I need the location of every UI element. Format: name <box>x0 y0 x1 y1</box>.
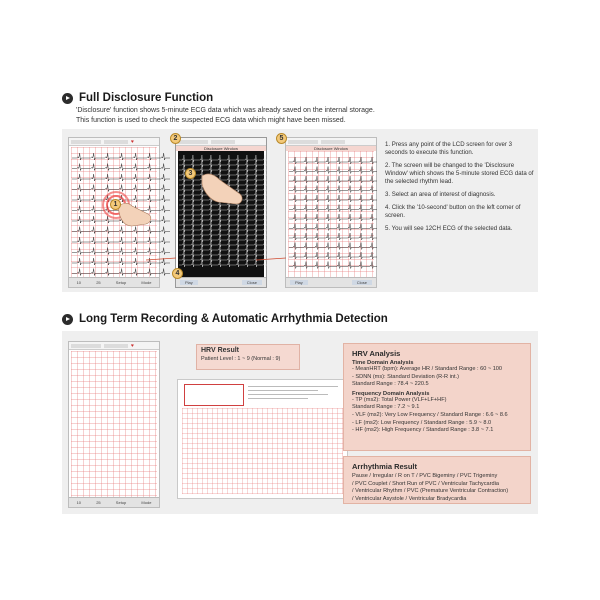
hrv-result-value: Patient Level : 1 ~ 9 (Normal : 9) <box>201 356 281 362</box>
close-button[interactable]: Close <box>352 280 372 285</box>
play-button[interactable]: Play <box>290 280 308 285</box>
callout-4: 4 <box>172 268 183 279</box>
disclosure-window-title: Disclosure Window <box>286 146 376 151</box>
report-ecg-grid <box>182 408 343 494</box>
ecg-trace-line <box>72 237 170 244</box>
ecg-trace-line <box>289 167 377 174</box>
section1-title: Full Disclosure Function <box>79 92 214 104</box>
ecg-trace-line <box>289 157 377 164</box>
toolbar-btn-mode[interactable]: Mode <box>141 500 152 505</box>
ecg-screen-longterm[interactable] <box>68 341 160 508</box>
hrv-result-box <box>196 344 300 370</box>
arrhythmia-title: Arrhythmia Result <box>352 462 418 471</box>
ecg-trace-line <box>179 225 269 232</box>
freq-domain-title: Frequency Domain Analysis <box>352 390 430 397</box>
freq-line-4: - LF (ms2): Low Frequency / Standard Range : 5.9 ~ 8.0 <box>352 419 492 426</box>
hand-pointer-icon <box>202 174 242 204</box>
step-3: 3. Select an area of interest of diagnosis. <box>385 191 496 198</box>
time-line-2: - SDNN (ms): Standard Deviation (R-R int.) <box>352 373 459 380</box>
toolbar-btn-25[interactable]: 25 <box>96 500 101 505</box>
ecg-trace-line <box>289 205 377 212</box>
ecg-trace-line <box>72 269 170 276</box>
disclosure-window-title: Disclosure Window <box>176 146 266 151</box>
ecg-trace-line <box>179 240 269 247</box>
step-2: 2. The screen will be changed to the 'Disclosure Window' which shows the 5-minute stored ECG data of the selected rhythm lead. <box>385 162 534 185</box>
hand-pointer-icon <box>118 203 151 226</box>
freq-line-3: - VLF (ms2): Very Low Frequency / Standard Range : 6.6 ~ 8.6 <box>352 411 508 418</box>
time-line-3: Standard Range : 78.4 ~ 220.5 <box>352 381 429 388</box>
arrhythmia-line-2: / PVC Couplet / Short Run of PVC / Ventricular Tachycardia <box>352 480 499 487</box>
time-domain-title: Time Domain Analysis <box>352 360 414 366</box>
ecg-trace-line <box>72 153 170 160</box>
steps-list <box>385 141 535 238</box>
toolbar-btn-setup[interactable]: Setup <box>115 280 127 285</box>
ecg-trace-line <box>289 214 377 221</box>
ecg-trace-line <box>179 245 269 252</box>
ecg-trace-line <box>179 155 269 162</box>
ecg-trace-line <box>179 220 269 227</box>
toolbar-btn-setup[interactable]: Setup <box>115 500 127 505</box>
ecg-trace-line <box>72 248 170 255</box>
ecg-trace-line <box>179 255 269 262</box>
arrhythmia-result-box <box>343 456 531 504</box>
arrhythmia-line-4: / Ventricular Asystole / Ventricular Bradycardia <box>352 495 467 502</box>
ecg-trace-line <box>289 224 377 231</box>
ecg-trace-line <box>289 262 377 269</box>
ecg-trace-line <box>72 185 170 192</box>
heart-icon: ♥ <box>131 342 134 349</box>
arrhythmia-line-3: / Ventricular Rhythm / PVC (Premature Ventricular Contraction) <box>352 488 509 495</box>
ecg-trace-line <box>179 210 269 217</box>
freq-line-5: - HF (ms2): High Frequency / Standard Range : 3.8 ~ 7.1 <box>352 427 494 434</box>
ecg-trace-line <box>289 252 377 259</box>
toolbar-btn-10[interactable]: 10 <box>76 280 82 285</box>
ecg-trace-line <box>289 243 377 250</box>
ecg-trace-line <box>179 205 269 212</box>
callout-5: 5 <box>276 133 287 144</box>
ecg-trace-line <box>72 174 170 181</box>
play-button[interactable]: Play <box>180 280 198 285</box>
section2-heading <box>62 313 388 325</box>
hrv-result-title: HRV Result <box>201 347 239 354</box>
bottom-toolbar <box>69 497 159 507</box>
ecg-trace-line <box>72 227 170 234</box>
ecg-trace-line <box>289 233 377 240</box>
freq-line-1: - TP (ms2): Total Power (VLF+LF+HF) <box>352 396 447 403</box>
callout-2: 2 <box>170 133 181 144</box>
toolbar-btn-25[interactable]: 25 <box>96 280 101 285</box>
section1-desc-line2: This function is used to check the suspected ECG data which might have been missed. <box>76 117 346 124</box>
play-bullet-icon <box>62 314 73 325</box>
close-button[interactable]: Close <box>242 280 262 285</box>
ecg-trace-line <box>289 186 377 193</box>
toolbar-btn-10[interactable]: 10 <box>76 500 82 505</box>
ecg-grid[interactable] <box>71 351 157 497</box>
heart-icon: ♥ <box>131 138 134 145</box>
section1-desc-line1: 'Disclosure' function shows 5-minute ECG data which was already saved on the internal storage. <box>76 107 375 114</box>
step-1: 1. Press any point of the LCD screen for over 3 seconds to execute this function. <box>385 141 513 156</box>
status-bar <box>69 342 159 350</box>
ecg-trace-line <box>179 230 269 237</box>
ecg-trace-line <box>179 250 269 257</box>
callout-3: 3 <box>185 168 196 179</box>
callout-1: 1 <box>110 199 121 210</box>
step-4: 4. Click the '10-second' button on the left corner of screen. <box>385 204 521 219</box>
printed-report <box>177 379 348 499</box>
hrv-analysis-title: HRV Analysis <box>352 349 401 358</box>
report-header <box>184 384 244 406</box>
ecg-trace-line <box>179 215 269 222</box>
freq-line-2: Standard Range : 7.2 ~ 9.1 <box>352 404 420 411</box>
ecg-trace-line <box>179 260 269 267</box>
ecg-trace-line <box>289 176 377 183</box>
ecg-trace-line <box>72 164 170 171</box>
toolbar-btn-mode[interactable]: Mode <box>141 280 152 285</box>
ecg-trace-line <box>179 160 269 167</box>
section2-title: Long Term Recording & Automatic Arrhythmia Detection <box>79 313 388 325</box>
ecg-trace-line <box>179 235 269 242</box>
arrhythmia-line-1: Pause / Irregular / R on T / PVC Bigeminy / PVC Trigeminy <box>352 473 498 479</box>
hrv-analysis-box <box>343 343 531 451</box>
time-line-1: - MeanHRT (bpm): Average HR / Standard Range : 60 ~ 100 <box>352 366 503 372</box>
step-5: 5. You will see 12CH ECG of the selected data. <box>385 225 513 232</box>
ecg-trace-line <box>289 195 377 202</box>
